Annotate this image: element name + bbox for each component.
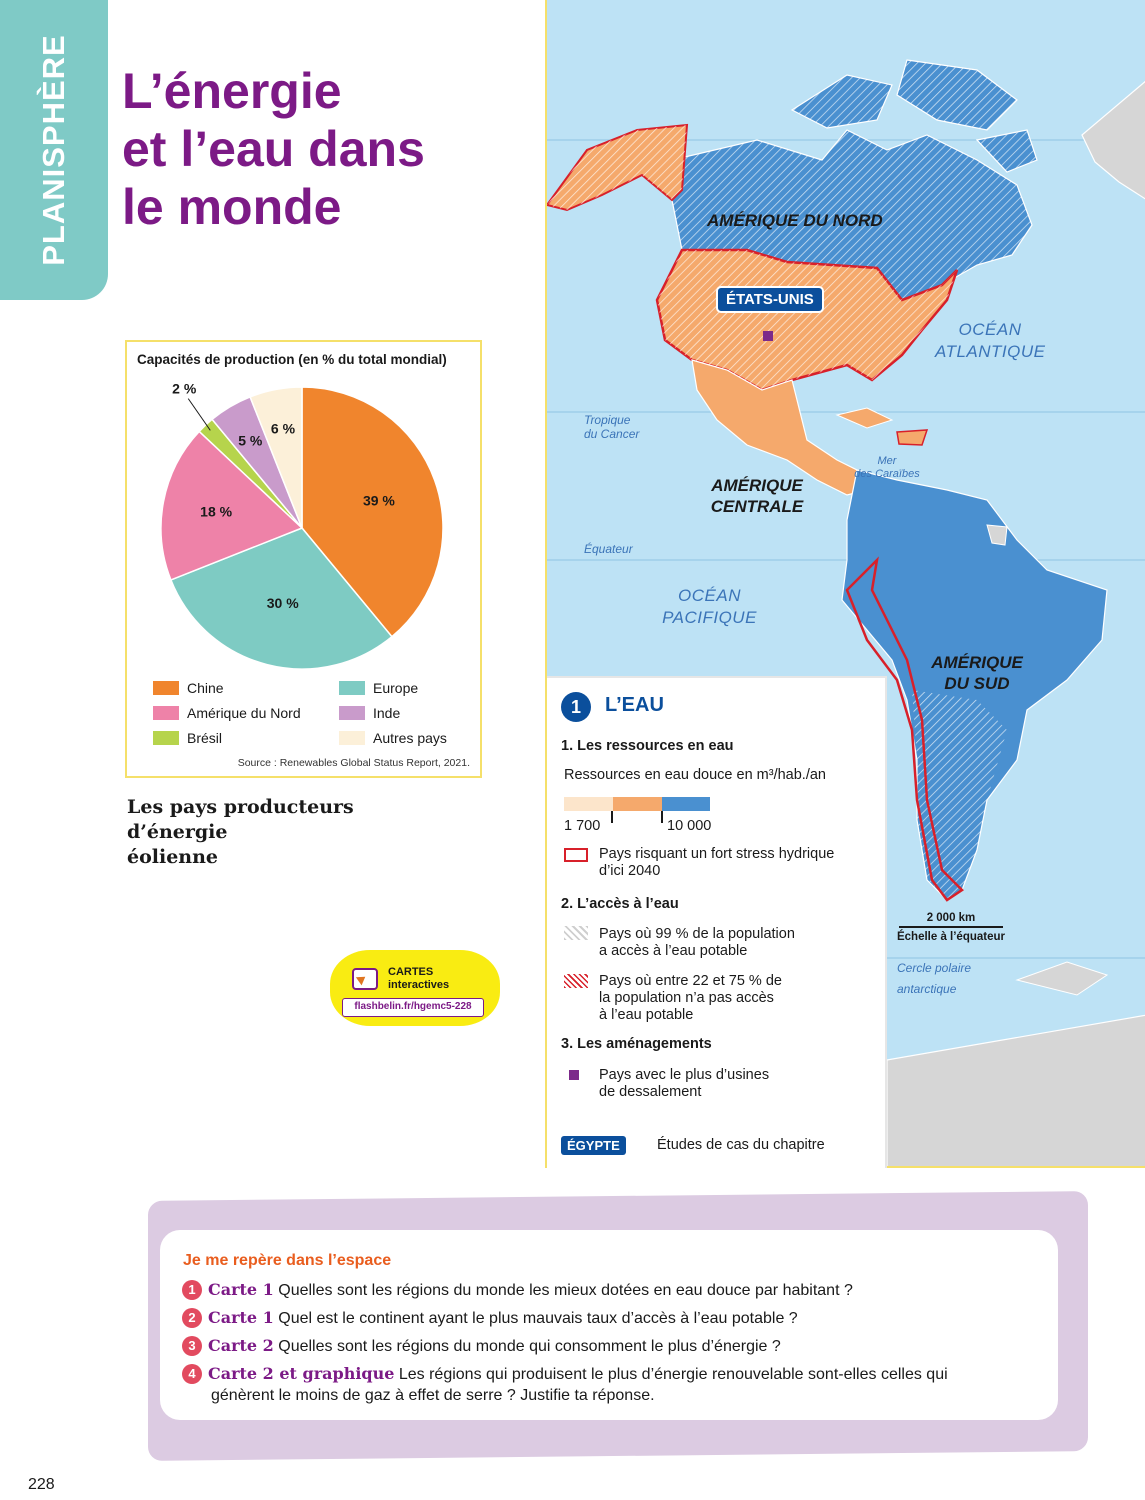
scale-note: Échelle à l’équateur bbox=[896, 931, 1005, 943]
badge-link[interactable]: flashbelin.fr/hgemc5-228 bbox=[342, 998, 484, 1017]
title-line-2: et l’eau dans bbox=[122, 121, 425, 177]
legend-label: Europe bbox=[373, 680, 419, 696]
pie-label-chine: 39 % bbox=[362, 492, 395, 509]
tick-label-2: 10 000 bbox=[667, 818, 712, 834]
hispaniola bbox=[897, 430, 927, 445]
legend-swatch bbox=[339, 731, 365, 745]
legend-swatch bbox=[339, 681, 365, 695]
legend-item-europe bbox=[339, 680, 418, 696]
legend-swatch bbox=[153, 731, 179, 745]
question-2 bbox=[182, 1307, 1042, 1329]
legend-resources-unit: Ressources en eau douce en m³/hab./an bbox=[564, 767, 826, 783]
label-atlantic-1: OCÉAN bbox=[958, 320, 1022, 339]
pie-label-inde: 5 % bbox=[238, 432, 263, 449]
swatch-access-99 bbox=[564, 926, 588, 940]
legend-access-99-1: Pays où 99 % de la population bbox=[599, 926, 795, 942]
laptop-icon bbox=[352, 968, 378, 990]
legend-label: Inde bbox=[373, 705, 401, 721]
legend-access-99-2: a accès à l’eau potable bbox=[599, 943, 748, 959]
legend-desalination-1: Pays avec le plus d’usines bbox=[599, 1067, 770, 1083]
question-4 bbox=[182, 1363, 1042, 1406]
swatch-access-22 bbox=[564, 974, 588, 988]
legend-item-chine bbox=[153, 680, 224, 696]
question-4-text-cont: génèrent le moins de gaz à effet de serre ? Justifie ta réponse. bbox=[211, 1387, 655, 1404]
tick-2 bbox=[661, 811, 663, 823]
question-3 bbox=[182, 1335, 1042, 1357]
label-pacific-2: PACIFIQUE bbox=[662, 608, 757, 627]
map-number: 1 bbox=[561, 692, 591, 722]
title-line-3: le monde bbox=[122, 179, 342, 235]
legend-section-3: 3. Les aménagements bbox=[561, 1036, 712, 1052]
label-tropic bbox=[584, 413, 639, 441]
label-tropic-2: du Cancer bbox=[584, 427, 640, 441]
label-north-america: AMÉRIQUE DU NORD bbox=[707, 211, 883, 230]
pie-label-autres-pays: 6 % bbox=[270, 420, 296, 437]
label-central-america bbox=[707, 475, 807, 517]
title-line-1: L’énergie bbox=[122, 63, 342, 119]
legend-desalination-2: de dessalement bbox=[599, 1084, 702, 1100]
question-3-ref: Carte 2 bbox=[208, 1336, 274, 1355]
interactive-maps-badge[interactable] bbox=[330, 950, 500, 1026]
legend-item-inde bbox=[339, 705, 400, 721]
legend-access-99 bbox=[599, 926, 795, 960]
legend-access-22-1: Pays où entre 22 et 75 % de bbox=[599, 973, 782, 989]
question-4-text: Les régions qui produisent le plus d’énergie renouvelable sont-elles celles qui bbox=[394, 1366, 948, 1383]
label-south-america-2: DU SUD bbox=[944, 674, 1010, 693]
label-south-america-1: AMÉRIQUE bbox=[931, 653, 1023, 672]
label-tropic-1: Tropique bbox=[584, 413, 631, 427]
label-equator: Équateur bbox=[584, 542, 633, 556]
pie-label-br-sil: 2 % bbox=[172, 380, 197, 397]
chart-title: Capacités de production (en % du total mondial) bbox=[137, 352, 447, 367]
tick-label-1: 1 700 bbox=[564, 818, 601, 834]
map-legend-title: L’EAU bbox=[605, 694, 664, 716]
swatch-stress bbox=[564, 848, 588, 862]
question-3-text: Quelles sont les régions du monde qui consomment le plus d’énergie ? bbox=[273, 1338, 781, 1355]
swatch-desalination bbox=[569, 1070, 579, 1080]
desalination-marker-usa bbox=[763, 331, 773, 341]
map-legend bbox=[547, 676, 887, 1168]
legend-access-22-3: à l’eau potable bbox=[599, 1007, 694, 1023]
scale-bar bbox=[899, 926, 1003, 928]
label-antarctic-circle-1: Cercle polaire bbox=[897, 961, 972, 975]
label-atlantic bbox=[935, 319, 1045, 363]
legend-swatch bbox=[153, 681, 179, 695]
question-2-number: 2 bbox=[182, 1308, 202, 1328]
label-antarctic-circle-2: antarctique bbox=[897, 982, 957, 996]
question-2-ref: Carte 1 bbox=[208, 1308, 274, 1327]
pie-chart bbox=[127, 342, 484, 672]
legend-label: Autres pays bbox=[373, 730, 447, 746]
pie-leader-line bbox=[188, 399, 210, 431]
chart-caption-line-1: Les pays producteurs d’énergie bbox=[127, 796, 354, 843]
label-central-america-1: AMÉRIQUE bbox=[711, 476, 803, 495]
label-atlantic-2: ATLANTIQUE bbox=[935, 342, 1046, 361]
chart-caption-line-2: éolienne bbox=[127, 846, 219, 868]
legend-section-2: 2. L’accès à l’eau bbox=[561, 896, 679, 912]
legend-swatch bbox=[153, 706, 179, 720]
label-caribbean-sea bbox=[847, 455, 927, 481]
legend-item-autres-pays bbox=[339, 730, 447, 746]
legend-desalination bbox=[599, 1067, 769, 1101]
legend-stress-2: d’ici 2040 bbox=[599, 863, 661, 879]
label-caribbean-2: des Caraïbes bbox=[854, 468, 920, 480]
question-1-ref: Carte 1 bbox=[208, 1280, 274, 1299]
chart-caption bbox=[127, 795, 457, 870]
question-1-number: 1 bbox=[182, 1280, 202, 1300]
tick-1 bbox=[611, 811, 613, 823]
legend-label: Brésil bbox=[187, 730, 223, 746]
question-1 bbox=[182, 1279, 1042, 1301]
swatch-mid bbox=[613, 797, 662, 811]
page-title bbox=[122, 62, 425, 236]
legend-access-22 bbox=[599, 973, 782, 1024]
label-usa: ÉTATS-UNIS bbox=[716, 286, 824, 313]
legend-stress bbox=[599, 846, 834, 880]
question-1-text: Quelles sont les régions du monde les mieux dotées en eau douce par habitant ? bbox=[273, 1282, 853, 1299]
badge-title: CARTES bbox=[388, 966, 434, 978]
case-study-tag: ÉGYPTE bbox=[561, 1136, 626, 1155]
legend-swatch bbox=[339, 706, 365, 720]
label-south-america bbox=[927, 652, 1027, 694]
pie-chart-box bbox=[125, 340, 482, 778]
legend-item-br-sil bbox=[153, 730, 222, 746]
label-central-america-2: CENTRALE bbox=[710, 497, 804, 516]
scale-value: 2 000 km bbox=[926, 912, 976, 924]
legend-item-am-rique-du-nord bbox=[153, 705, 301, 721]
questions-card bbox=[160, 1230, 1058, 1420]
section-tab-label: PLANISPHÈRE bbox=[36, 34, 71, 266]
badge-subtitle: interactives bbox=[388, 979, 450, 991]
swatch-high bbox=[662, 797, 710, 811]
legend-label: Chine bbox=[187, 680, 224, 696]
question-3-number: 3 bbox=[182, 1336, 202, 1356]
question-2-text: Quel est le continent ayant le plus mauvais taux d’accès à l’eau potable ? bbox=[273, 1310, 798, 1327]
page-number: 228 bbox=[28, 1476, 55, 1493]
label-caribbean-1: Mer bbox=[877, 455, 897, 467]
chart-source: Source : Renewables Global Status Report, 2021. bbox=[237, 757, 470, 769]
questions-heading: Je me repère dans l’espace bbox=[183, 1252, 392, 1269]
swatch-low bbox=[564, 797, 613, 811]
question-4-ref: Carte 2 et graphique bbox=[208, 1364, 395, 1383]
legend-label: Amérique du Nord bbox=[187, 705, 301, 721]
legend-section-1: 1. Les ressources en eau bbox=[561, 738, 734, 754]
pie-label-europe: 30 % bbox=[266, 595, 299, 612]
case-study-text: Études de cas du chapitre bbox=[657, 1137, 825, 1153]
legend-stress-1: Pays risquant un fort stress hydrique bbox=[599, 846, 835, 862]
label-pacific-1: OCÉAN bbox=[678, 586, 741, 605]
map-scale bbox=[895, 912, 1007, 943]
legend-access-22-2: la population n’a pas accès bbox=[599, 990, 774, 1006]
pie-label-am-rique-du-nord: 18 % bbox=[200, 503, 233, 520]
label-pacific bbox=[657, 585, 762, 629]
section-tab bbox=[0, 0, 108, 300]
question-4-number: 4 bbox=[182, 1364, 202, 1384]
label-antarctic-circle bbox=[897, 958, 971, 1000]
